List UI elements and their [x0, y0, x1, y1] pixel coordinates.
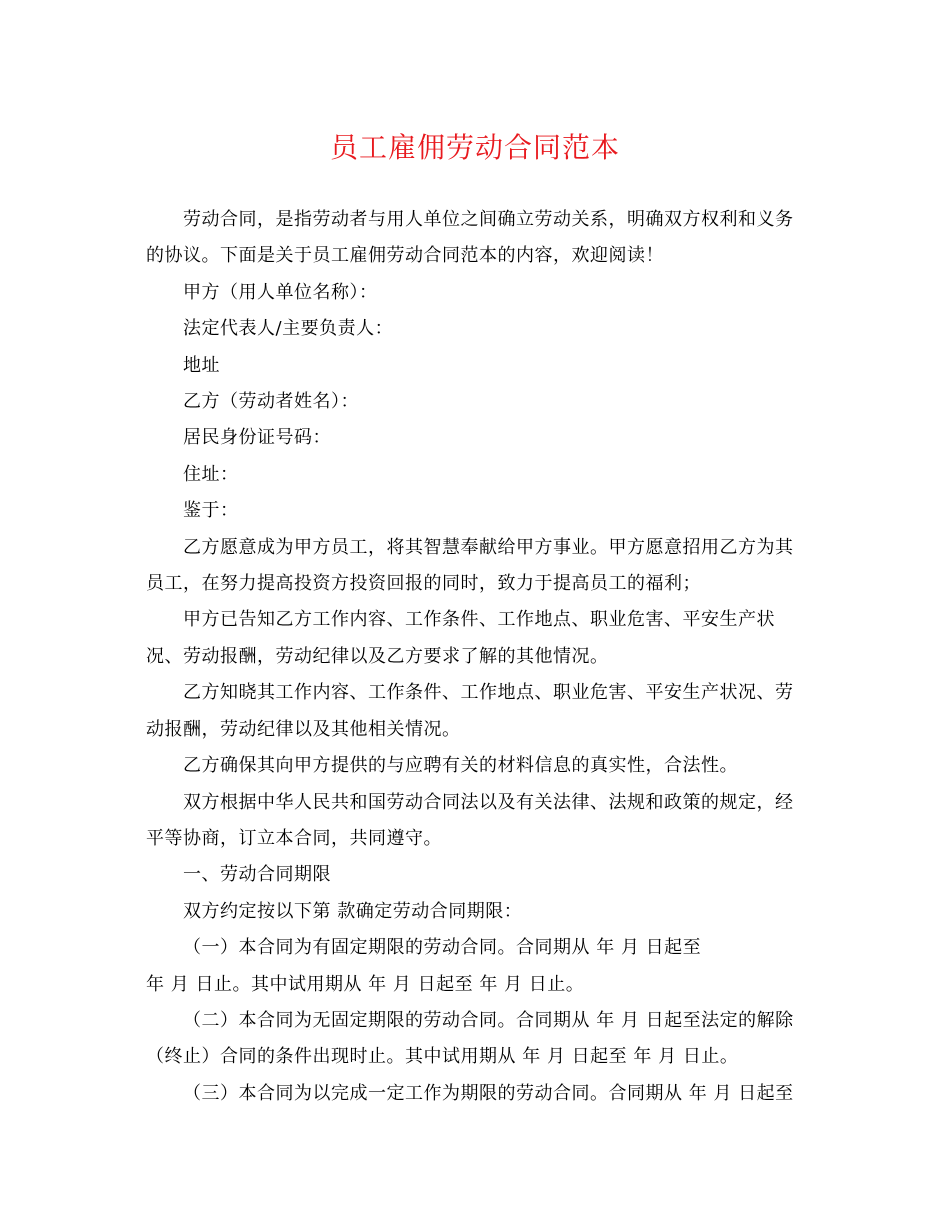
paragraph-address: 地址 — [183, 354, 220, 376]
paragraph-id-number: 居民身份证号码： — [183, 427, 331, 449]
paragraph-party-a: 甲方（用人单位名称）： — [183, 281, 378, 303]
paragraph-whereas-1: 乙方愿意成为甲方员工，将其智慧奉献给甲方事业。甲方愿意招用乙方为其员工，在努力提高投资方投资回报的同时，致力于提高员工的福利； — [146, 536, 794, 595]
paragraph-legal-rep: 法定代表人/主要负责人： — [183, 318, 394, 340]
paragraph-party-b: 乙方（劳动者姓名）： — [183, 391, 359, 413]
document-body — [146, 202, 806, 1112]
section-heading-term: 一、劳动合同期限 — [183, 864, 331, 886]
paragraph-term-fixed-cont: 年 月 日止。其中试用期从 年 月 日起至 年 月 日止。 — [146, 973, 585, 995]
paragraph-residence: 住址： — [183, 463, 239, 485]
paragraph-whereas-4: 乙方确保其向甲方提供的与应聘有关的材料信息的真实性，合法性。 — [183, 755, 738, 777]
paragraph-term-open: （二）本合同为无固定期限的劳动合同。合同期从 年 月 日起至法定的解除（终止）合同的条件出现时止。其中试用期从 年 月 日起至 年 月 日止。 — [146, 1009, 794, 1068]
paragraph-whereas-2: 甲方已告知乙方工作内容、工作条件、工作地点、职业危害、平安生产状况、劳动报酬，劳动纪律以及乙方要求了解的其他情况。 — [146, 609, 775, 667]
document-title: 员工雇佣劳动合同范本 — [329, 131, 620, 164]
paragraph-term-fixed: （一）本合同为有固定期限的劳动合同。合同期从 年 月 日起至 — [183, 937, 702, 959]
paragraph-intro: 劳动合同，是指劳动者与用人单位之间确立劳动关系，明确双方权利和义务的协议。下面是关于员工雇佣劳动合同范本的内容，欢迎阅读！ — [146, 209, 794, 267]
paragraph-term-task: （三）本合同为以完成一定工作为期限的劳动合同。合同期从 年 月 日起至 — [183, 1082, 794, 1104]
paragraph-agreement: 双方根据中华人民共和国劳动合同法以及有关法律、法规和政策的规定，经平等协商，订立本合同，共同遵守。 — [146, 791, 794, 849]
paragraph-term-choice: 双方约定按以下第 款确定劳动合同期限： — [183, 900, 523, 922]
paragraph-whereas: 鉴于： — [183, 500, 239, 522]
paragraph-whereas-3: 乙方知晓其工作内容、工作条件、工作地点、职业危害、平安生产状况、劳动报酬，劳动纪律以及其他相关情况。 — [146, 682, 794, 740]
